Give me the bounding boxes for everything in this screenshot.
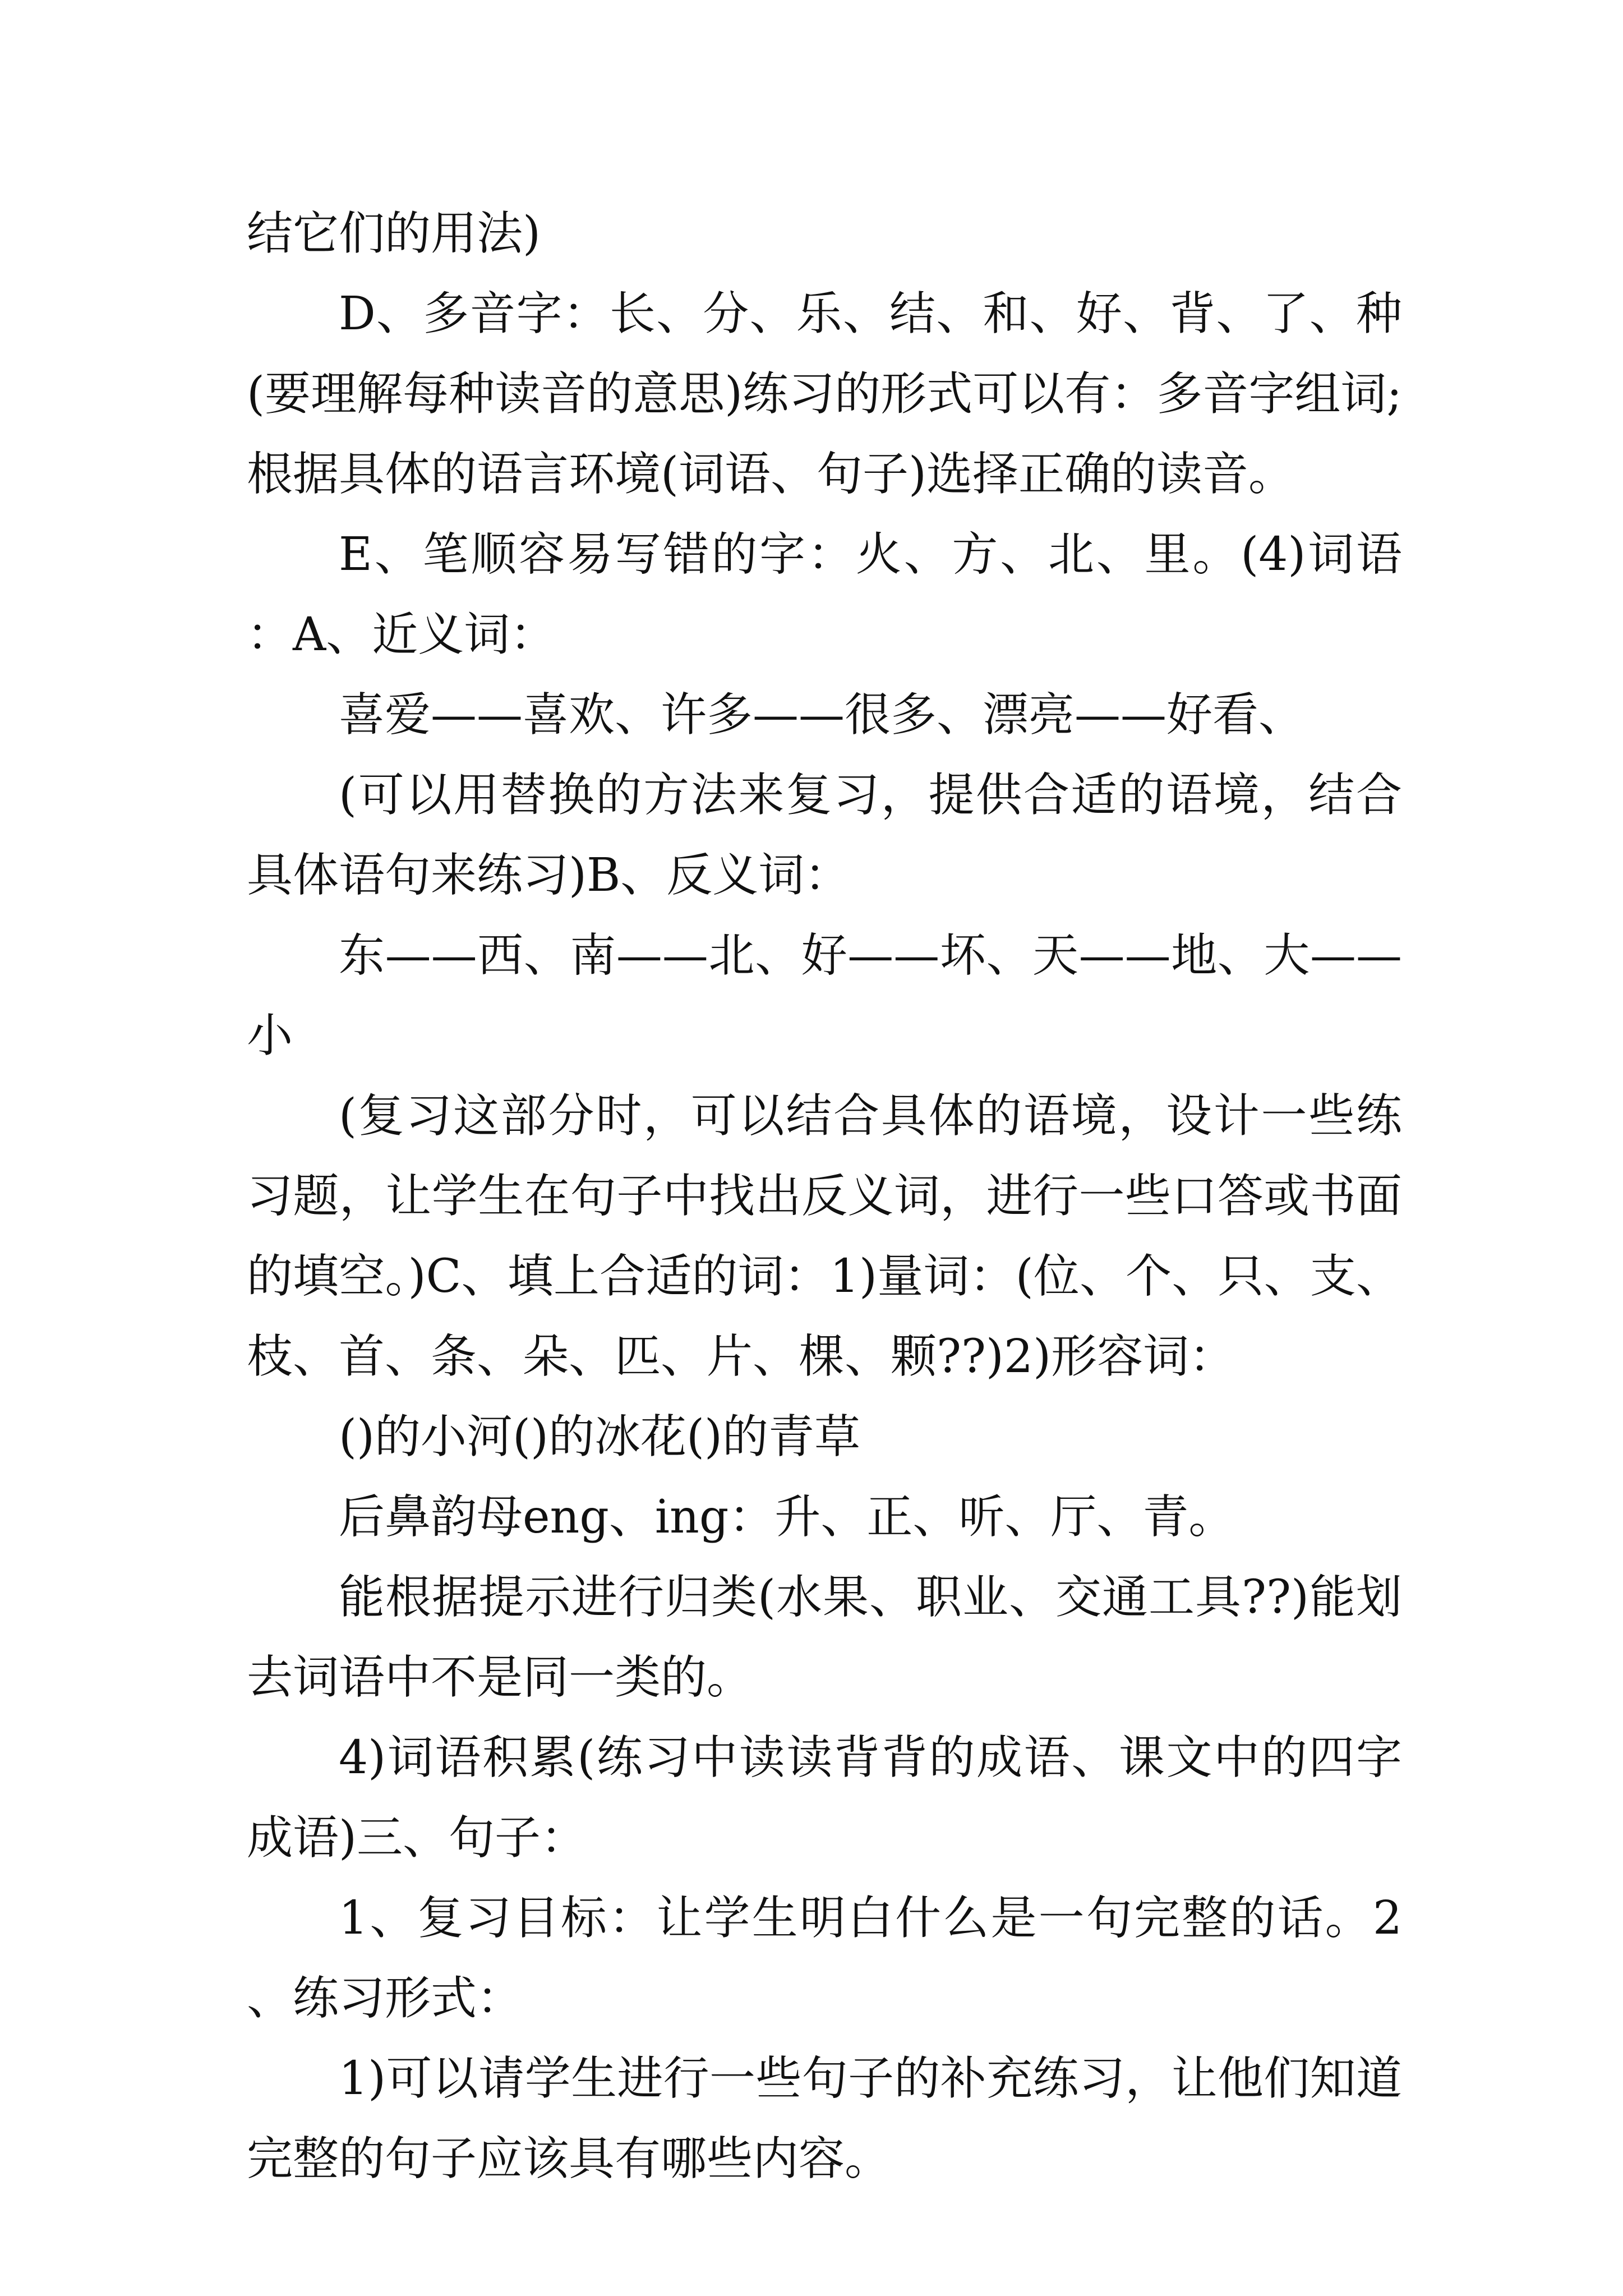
paragraph: 1)可以请学生进行一些句子的补充练习，让他们知道完整的句子应该具有哪些内容。	[247, 2052, 1402, 2185]
paragraph: (可以用替换的方法来复习，提供合适的语境，结合具体语句来练习)B、反义词：	[247, 769, 1402, 902]
paragraph: (复习这部分时，可以结合具体的语境，设计一些练习题，让学生在句子中找出反义词，进行一些口答或书面的填空。)C、填上合适的词：1)量词：(位、个、只、支、枝、首、条、朵、匹、片、棵、颗??)2)形容词：	[247, 1089, 1402, 1383]
paragraph: 喜爱——喜欢、许多——很多、漂亮——好看、	[339, 688, 1305, 742]
paragraph: 能根据提示进行归类(水果、职业、交通工具??)能划去词语中不是同一类的。	[247, 1571, 1402, 1704]
paragraph: E、笔顺容易写错的字：火、方、北、里。(4)词语：A、近义词：	[247, 528, 1402, 661]
paragraph: 4)词语积累(练习中读读背背的成语、课文中的四字成语)三、句子：	[247, 1731, 1402, 1865]
document-body	[247, 194, 1402, 2199]
paragraph: ()的小河()的冰花()的青草	[339, 1410, 860, 1464]
paragraph: 结它们的用法)	[247, 207, 541, 260]
paragraph: 后鼻韵母eng、ing：升、正、听、厅、青。	[339, 1490, 1235, 1544]
paragraph: 东——西、南——北、好——坏、天——地、大——小	[247, 929, 1402, 1062]
paragraph: D、多音字：长、分、乐、结、和、好、背、了、种(要理解每种读音的意思)练习的形式可以有：多音字组词;根据具体的语言环境(词语、句子)选择正确的读音。	[247, 287, 1402, 501]
paragraph: 1、复习目标：让学生明白什么是一句完整的话。2、练习形式：	[247, 1892, 1402, 2025]
